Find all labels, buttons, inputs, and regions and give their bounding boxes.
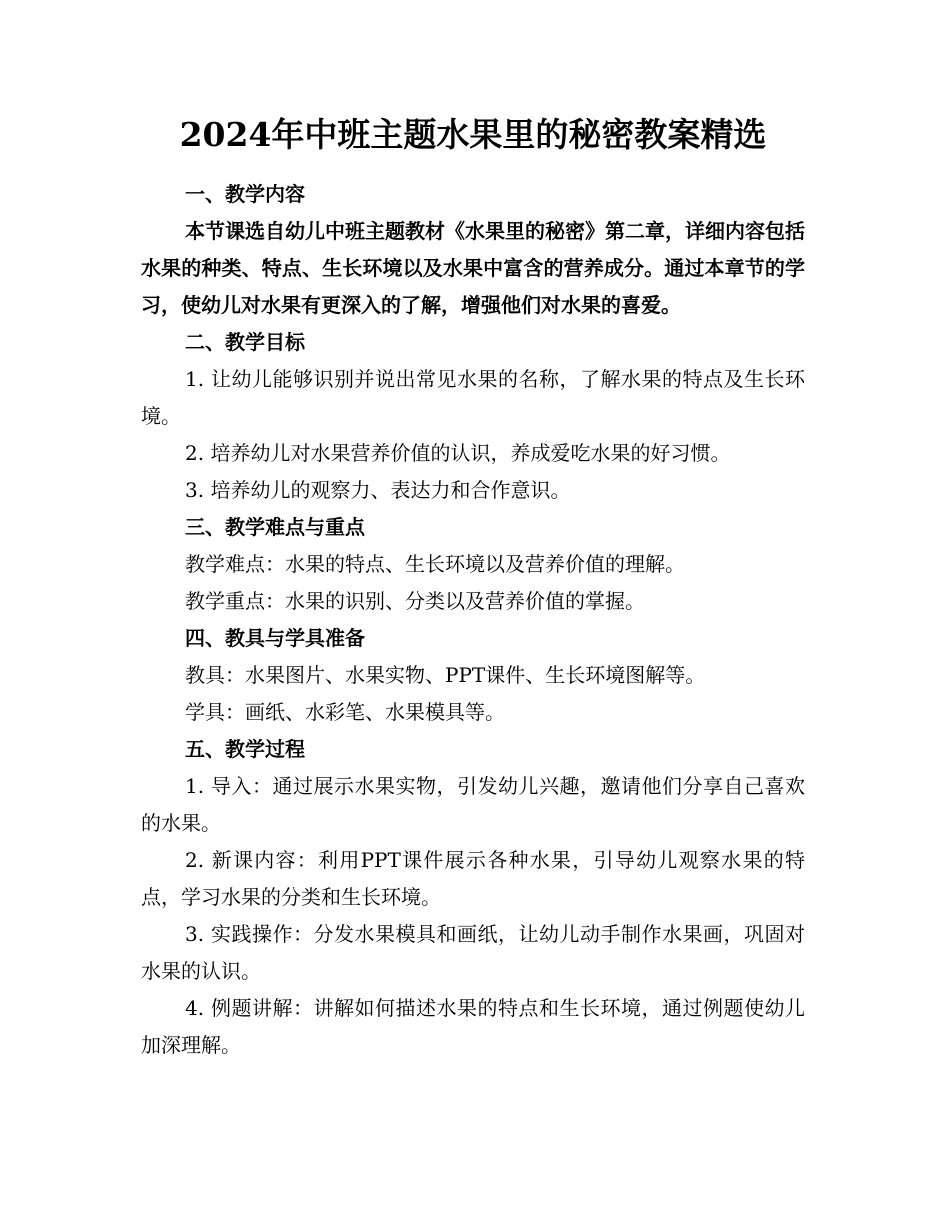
section-heading: 一、教学内容 [185,182,305,206]
process-step: 4. 例题讲解：讲解如何描述水果的特点和生长环境，通过例题使幼儿加深理解。 [141,996,805,1057]
section-teaching-goals [141,324,805,509]
teaching-aids-line: 教具：水果图片、水果实物、PPT课件、生长环境图解等。 [185,663,706,687]
learning-tools-line: 学具：画纸、水彩笔、水果模具等。 [185,700,505,724]
section-paragraph: 本节课选自幼儿中班主题教材《水果里的秘密》第二章，详细内容包括水果的种类、特点、生长环境以及水果中富含的营养成分。通过本章节的学习，使幼儿对水果有更深入的了解，增强他们对水果的喜爱。 [141,219,805,317]
section-materials [141,620,805,731]
section-teaching-content [141,176,805,324]
section-heading: 三、教学难点与重点 [185,515,365,539]
document-title: 2024年中班主题水果里的秘密教案精选 [179,115,767,154]
goal-item: 1. 让幼儿能够识别并说出常见水果的名称，了解水果的特点及生长环境。 [141,367,805,428]
section-teaching-process [141,731,805,1064]
focus-line: 教学重点：水果的识别、分类以及营养价值的掌握。 [185,589,645,613]
document-body [141,108,805,1064]
section-heading: 四、教具与学具准备 [185,626,365,650]
section-difficulties-and-focus [141,509,805,620]
goal-item: 3. 培养幼儿的观察力、表达力和合作意识。 [185,478,571,502]
section-heading: 五、教学过程 [185,737,305,761]
process-step: 3. 实践操作：分发水果模具和画纸，让幼儿动手制作水果画，巩固对水果的认识。 [141,922,805,983]
difficulty-line: 教学难点：水果的特点、生长环境以及营养价值的理解。 [185,552,685,576]
goal-item: 2. 培养幼儿对水果营养价值的认识，养成爱吃水果的好习惯。 [185,441,731,465]
section-heading: 二、教学目标 [185,330,305,354]
process-step: 2. 新课内容：利用PPT课件展示各种水果，引导幼儿观察水果的特点，学习水果的分类和生长环境。 [141,848,805,909]
process-step: 1. 导入：通过展示水果实物，引发幼儿兴趣，邀请他们分享自己喜欢的水果。 [141,774,805,835]
